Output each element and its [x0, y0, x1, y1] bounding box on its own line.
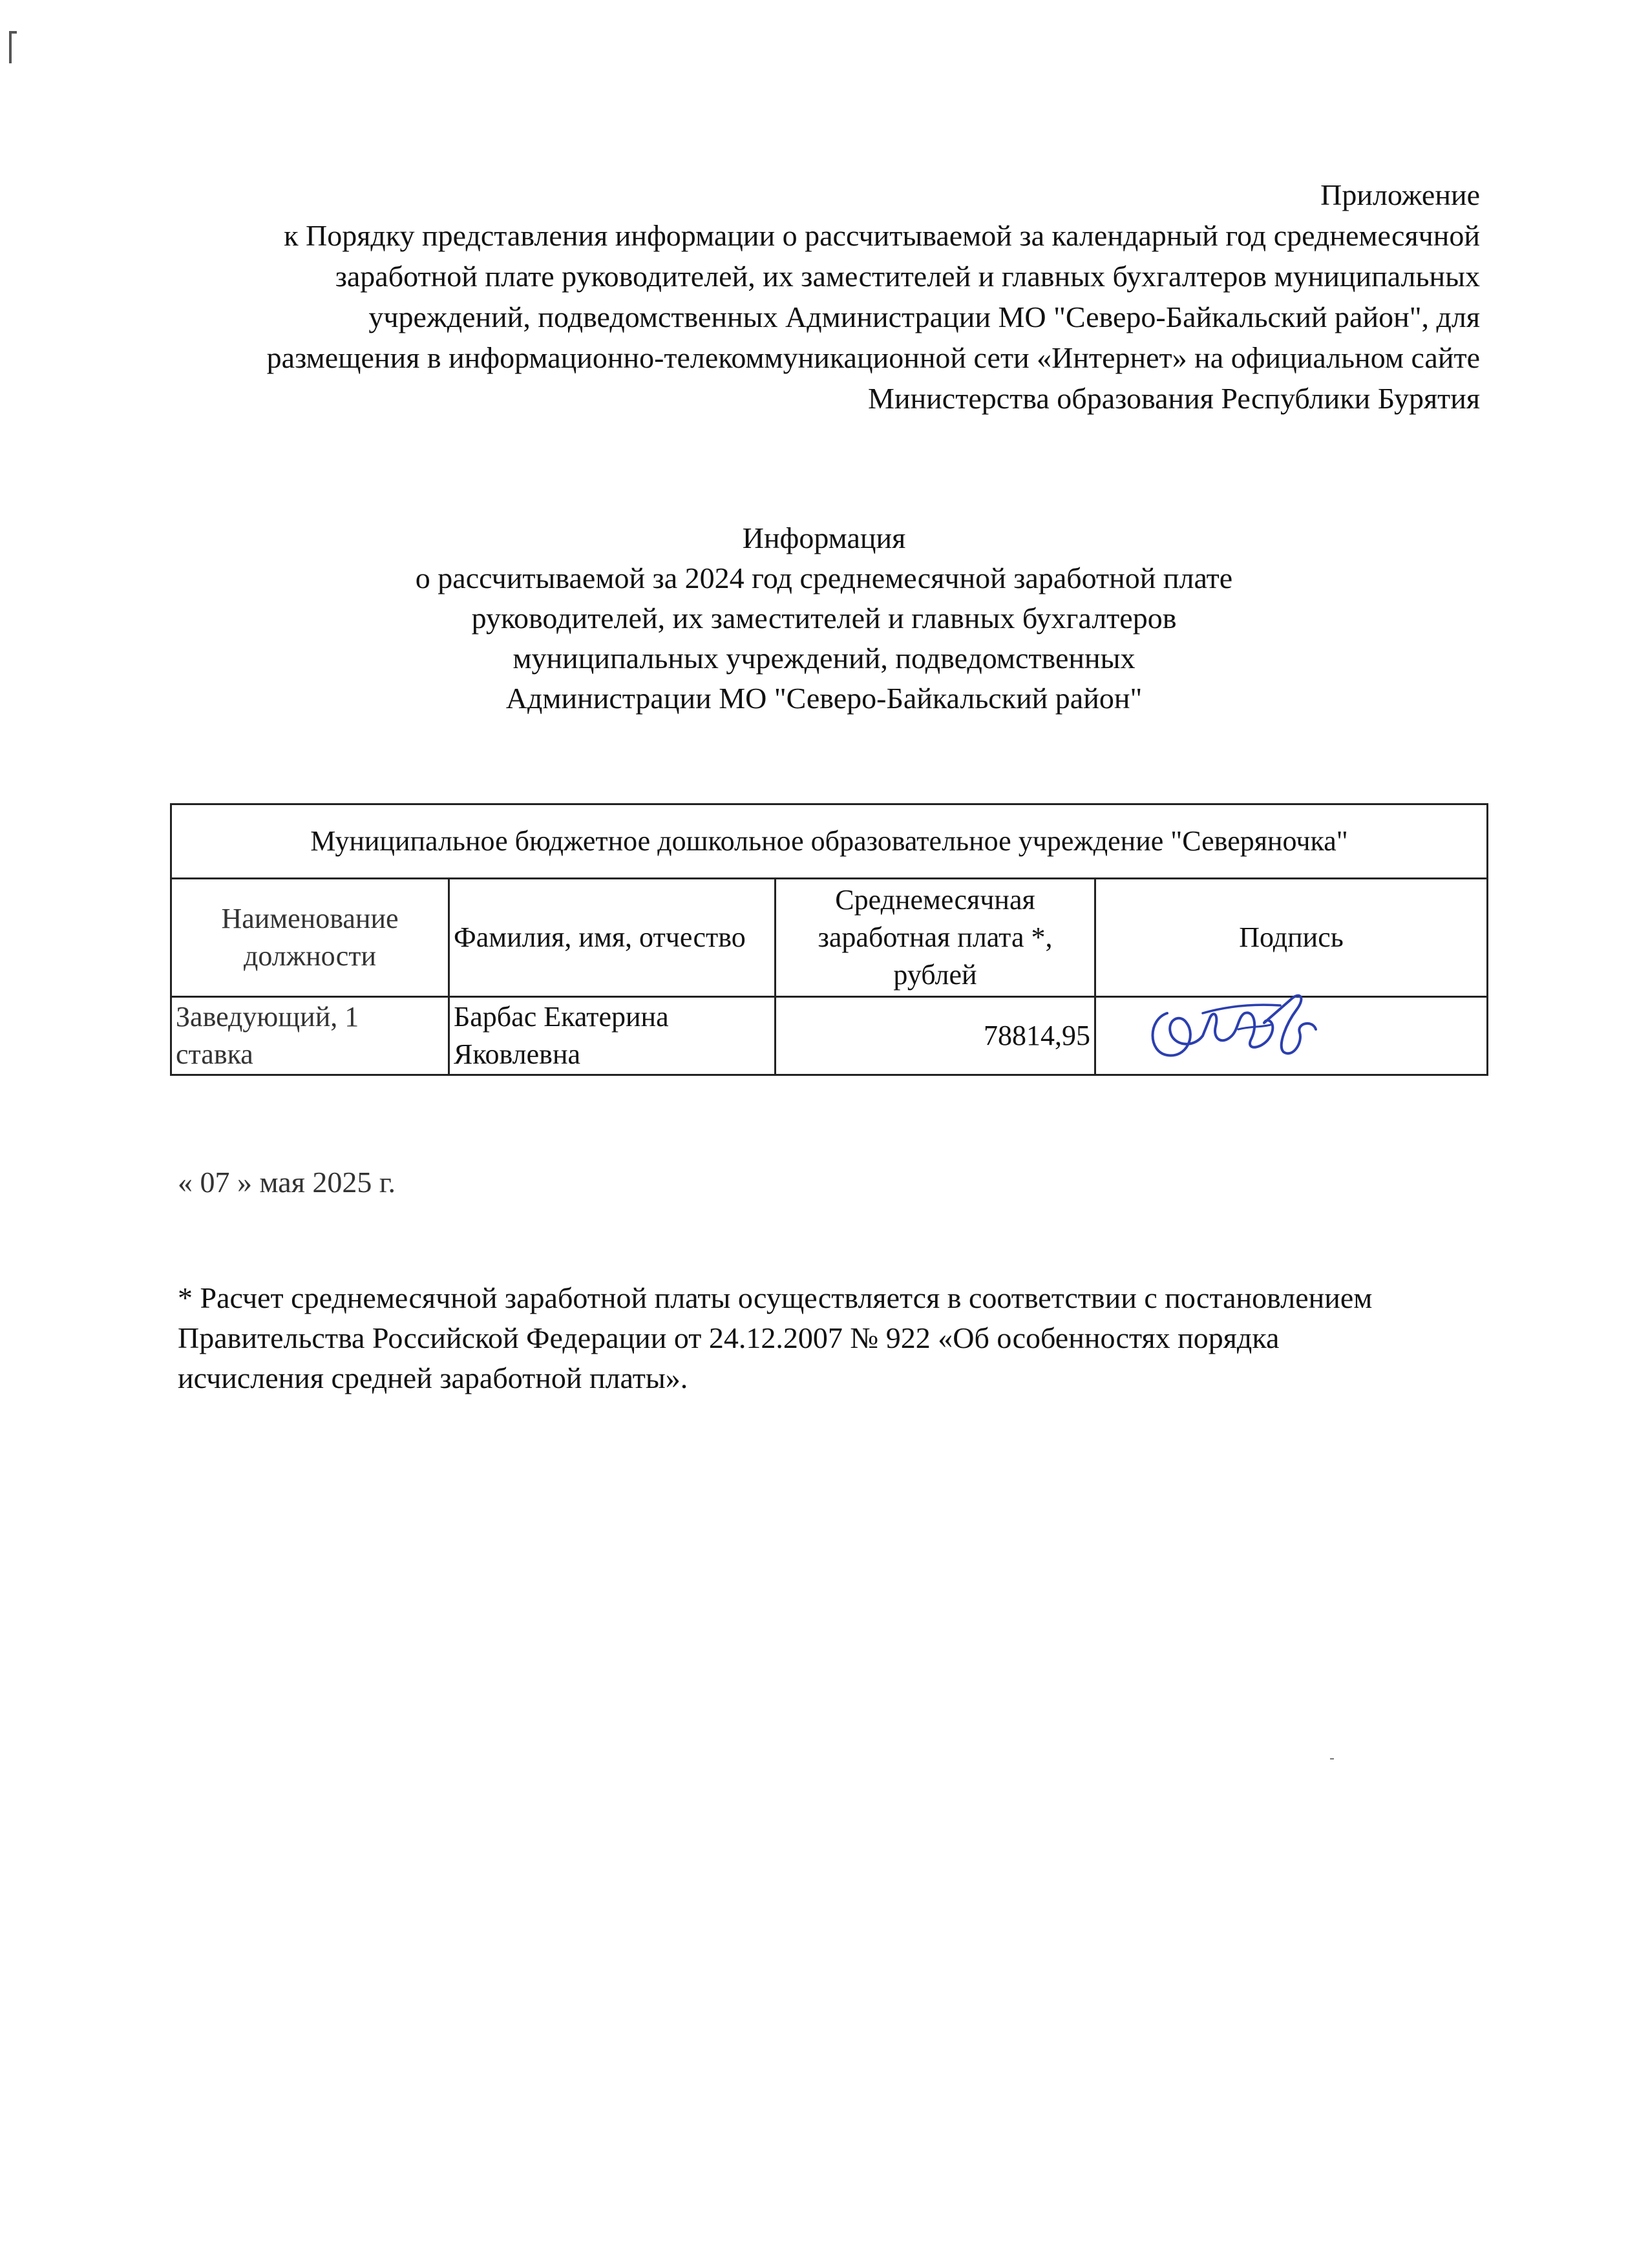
document-subtitle-line: о рассчитываемой за 2024 год среднемесячной заработной плате — [415, 562, 1233, 594]
appendix-line: размещения в информационно-телекоммуникационной сети «Интернет» на официальном сайте — [266, 341, 1480, 374]
cell-salary: 78814,95 — [776, 997, 1095, 1075]
organization-row — [171, 804, 1488, 879]
document-title: Информация — [742, 521, 906, 554]
handwritten-signature — [1141, 974, 1335, 1071]
cell-position: Заведующий, 1 ставка — [171, 997, 449, 1075]
appendix-line: Министерства образования Республики Бурятия — [868, 382, 1480, 415]
appendix-title: Приложение — [1320, 178, 1480, 211]
table-row — [171, 997, 1488, 1075]
appendix-header — [194, 174, 1480, 419]
scan-corner-mark — [9, 31, 12, 63]
header-signature: Подпись — [1095, 879, 1488, 997]
appendix-line: учреждений, подведомственных Администрации МО "Северо-Байкальский район", для — [368, 300, 1480, 333]
appendix-line: к Порядку представления информации о рассчитываемой за календарный год среднемесячной — [284, 219, 1480, 252]
salary-table — [170, 803, 1488, 1076]
footnote-line: Правительства Российской Федерации от 24.12.2007 № 922 «Об особенностях порядка — [178, 1321, 1280, 1354]
document-subtitle-line: руководителей, их заместителей и главных бухгалтеров — [471, 602, 1177, 635]
appendix-line: заработной плате руководителей, их заместителей и главных бухгалтеров муниципальных — [335, 260, 1480, 293]
cell-fio: Барбас Екатерина Яковлевна — [449, 997, 776, 1075]
cell-signature — [1095, 997, 1488, 1075]
footnote-line: * Расчет среднемесячной заработной платы осуществляется в соответствии с постановлением — [178, 1281, 1373, 1314]
header-fio: Фамилия, имя, отчество — [449, 879, 776, 997]
footnote-line: исчисления средней заработной платы». — [178, 1361, 688, 1394]
document-title-block — [259, 518, 1389, 719]
header-position: Наименование должности — [171, 879, 449, 997]
document-subtitle-line: муниципальных учреждений, подведомственных — [512, 642, 1136, 675]
header-salary: Среднемесячная заработная плата *, рублей — [776, 879, 1095, 997]
document-subtitle-line: Администрации МО "Северо-Байкальский район" — [505, 682, 1143, 715]
footnote — [178, 1278, 1470, 1398]
document-date: « 07 » мая 2025 г. — [178, 1166, 396, 1199]
organization-name: Муниципальное бюджетное дошкольное образовательное учреждение "Северяночка" — [171, 804, 1488, 879]
scan-speck — [1330, 1758, 1334, 1759]
